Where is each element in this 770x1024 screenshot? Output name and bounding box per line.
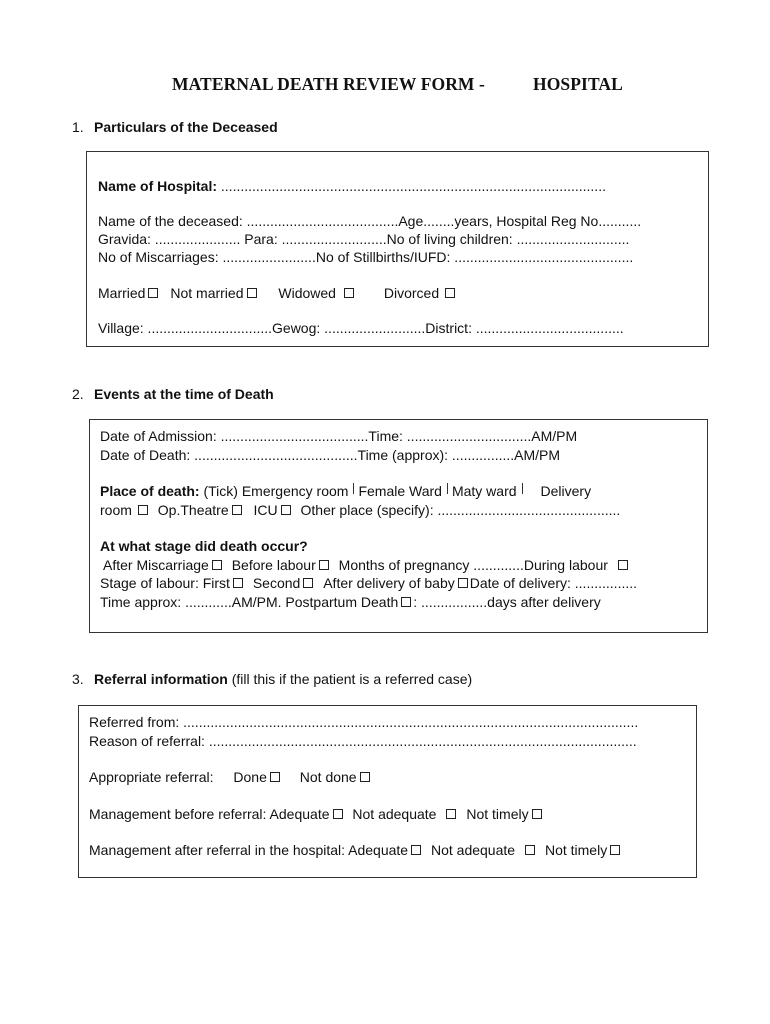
place-of-death-label: Place of death:	[100, 483, 200, 499]
after-delivery-checkbox[interactable]	[458, 578, 468, 588]
appropriate-referral-line	[89, 768, 372, 786]
days-after-delivery-field[interactable]: : .................days after delivery	[413, 594, 601, 610]
death-date-line[interactable]: Date of Death: ..........................................Time (approx): ................AM/PM	[100, 447, 561, 463]
mgmt-before-not-adequate-label: Not adequate	[352, 806, 437, 822]
section-1-heading	[72, 119, 278, 135]
mgmt-after-referral-line	[89, 841, 622, 859]
village-line[interactable]: Village: ................................Gewog: ..........................District: ......................................	[98, 320, 624, 336]
place-of-death-line	[100, 482, 591, 500]
female-ward-label: Female Ward	[358, 483, 442, 499]
mgmt-before-not-adequate-checkbox[interactable]	[446, 809, 456, 819]
emergency-room-label: (Tick) Emergency room	[199, 483, 349, 499]
delivery-room-label: Delivery	[540, 483, 592, 499]
op-theatre-checkbox[interactable]	[232, 505, 242, 515]
mgmt-after-not-timely-label: Not timely	[544, 842, 608, 858]
section-2-heading	[72, 386, 274, 402]
section-1-number: 1.	[72, 119, 84, 135]
before-labour-checkbox[interactable]	[319, 560, 329, 570]
postpartum-death-checkbox[interactable]	[401, 597, 411, 607]
time-approx-field[interactable]: Time approx: ............AM/PM. Postpartum Death	[100, 594, 399, 610]
mgmt-after-adequate-label: Management after referral in the hospital: Adequate	[89, 842, 409, 858]
reason-of-referral-field[interactable]: Reason of referral: ..............................................................................................................	[89, 733, 637, 749]
done-label: Done	[233, 769, 267, 785]
stage-second-label: Second	[252, 575, 301, 591]
icu-label: ICU	[253, 502, 278, 518]
not-done-checkbox[interactable]	[360, 772, 370, 782]
marital-status-line	[98, 284, 457, 302]
miscarriages-line[interactable]: No of Miscarriages: ........................No of Stillbirths/IUFD: ..............................................	[98, 249, 634, 265]
icu-checkbox[interactable]	[281, 505, 291, 515]
mgmt-before-adequate-checkbox[interactable]	[333, 809, 343, 819]
stage-first-checkbox[interactable]	[233, 578, 243, 588]
mgmt-before-referral-line	[89, 805, 544, 823]
delivery-room-label-cont: room	[100, 502, 132, 518]
hospital-name-field[interactable]: ...................................................................................................	[217, 178, 606, 194]
female-ward-checkbox[interactable]	[447, 483, 448, 494]
section-1-title: Particulars of the Deceased	[94, 119, 278, 135]
date-of-delivery-field[interactable]: Date of delivery: ................	[469, 575, 638, 591]
op-theatre-label: Op.Theatre	[157, 502, 229, 518]
divorced-label: Divorced	[383, 285, 440, 301]
mgmt-after-not-adequate-label: Not adequate	[430, 842, 516, 858]
deceased-name-line[interactable]: Name of the deceased: .......................................Age........years, Hospital Reg No...........	[98, 213, 642, 229]
months-pregnancy-field[interactable]: Months of pregnancy .............During labour	[338, 557, 608, 573]
death-stage-question: At what stage did death occur?	[100, 538, 308, 554]
widowed-checkbox[interactable]	[344, 288, 354, 298]
hospital-name-line	[98, 177, 606, 195]
death-stage-line-3	[100, 593, 601, 611]
during-labour-checkbox[interactable]	[618, 560, 628, 570]
form-title-hospital: HOSPITAL	[533, 74, 623, 94]
after-delivery-label: After delivery of baby	[323, 575, 455, 591]
section-3-number: 3.	[72, 671, 84, 687]
after-miscarriage-checkbox[interactable]	[212, 560, 222, 570]
referral-info-box	[78, 705, 697, 878]
section-3-note: (fill this if the patient is a referred case)	[227, 671, 473, 687]
section-3-title: Referral information	[94, 671, 228, 687]
mgmt-before-adequate-label: Management before referral: Adequate	[89, 806, 330, 822]
not-done-label: Not done	[299, 769, 357, 785]
done-checkbox[interactable]	[270, 772, 280, 782]
stage-second-checkbox[interactable]	[303, 578, 313, 588]
after-miscarriage-label: After Miscarriage	[103, 557, 209, 573]
deceased-particulars-box	[86, 151, 709, 347]
not-married-checkbox[interactable]	[247, 288, 257, 298]
divorced-checkbox[interactable]	[445, 288, 455, 298]
married-checkbox[interactable]	[148, 288, 158, 298]
place-of-death-line-2	[100, 501, 620, 519]
mgmt-before-not-timely-checkbox[interactable]	[532, 809, 542, 819]
not-married-label: Not married	[170, 285, 244, 301]
stage-first-label: Stage of labour: First	[100, 575, 230, 591]
death-stage-line-1	[103, 556, 630, 574]
mgmt-after-not-adequate-checkbox[interactable]	[525, 845, 535, 855]
admission-line[interactable]: Date of Admission: ......................................Time: ................................AM/PM	[100, 428, 578, 444]
mgmt-before-not-timely-label: Not timely	[466, 806, 529, 822]
delivery-room-checkbox[interactable]	[138, 505, 148, 515]
section-2-number: 2.	[72, 386, 84, 402]
mgmt-after-adequate-checkbox[interactable]	[411, 845, 421, 855]
events-at-death-box	[89, 419, 708, 633]
death-stage-line-2	[100, 574, 637, 592]
other-place-field[interactable]: Other place (specify): ...............................................	[300, 502, 621, 518]
maty-ward-label: Maty ward	[451, 483, 517, 499]
section-3-heading	[72, 671, 472, 687]
form-title-main: MATERNAL DEATH REVIEW FORM -	[172, 74, 485, 94]
gravida-line[interactable]: Gravida: ...................... Para: ...........................No of living children: .............................	[98, 231, 630, 247]
emergency-room-checkbox[interactable]	[353, 483, 354, 494]
married-label: Married	[98, 285, 146, 301]
mgmt-after-not-timely-checkbox[interactable]	[610, 845, 620, 855]
maty-ward-checkbox[interactable]	[522, 483, 523, 494]
before-labour-label: Before labour	[231, 557, 316, 573]
referred-from-field[interactable]: Referred from: .....................................................................................................................	[89, 714, 639, 730]
section-2-title: Events at the time of Death	[94, 386, 274, 402]
widowed-label: Widowed	[278, 285, 336, 301]
hospital-name-label: Name of Hospital:	[98, 178, 218, 194]
appropriate-referral-label: Appropriate referral:	[89, 769, 214, 785]
